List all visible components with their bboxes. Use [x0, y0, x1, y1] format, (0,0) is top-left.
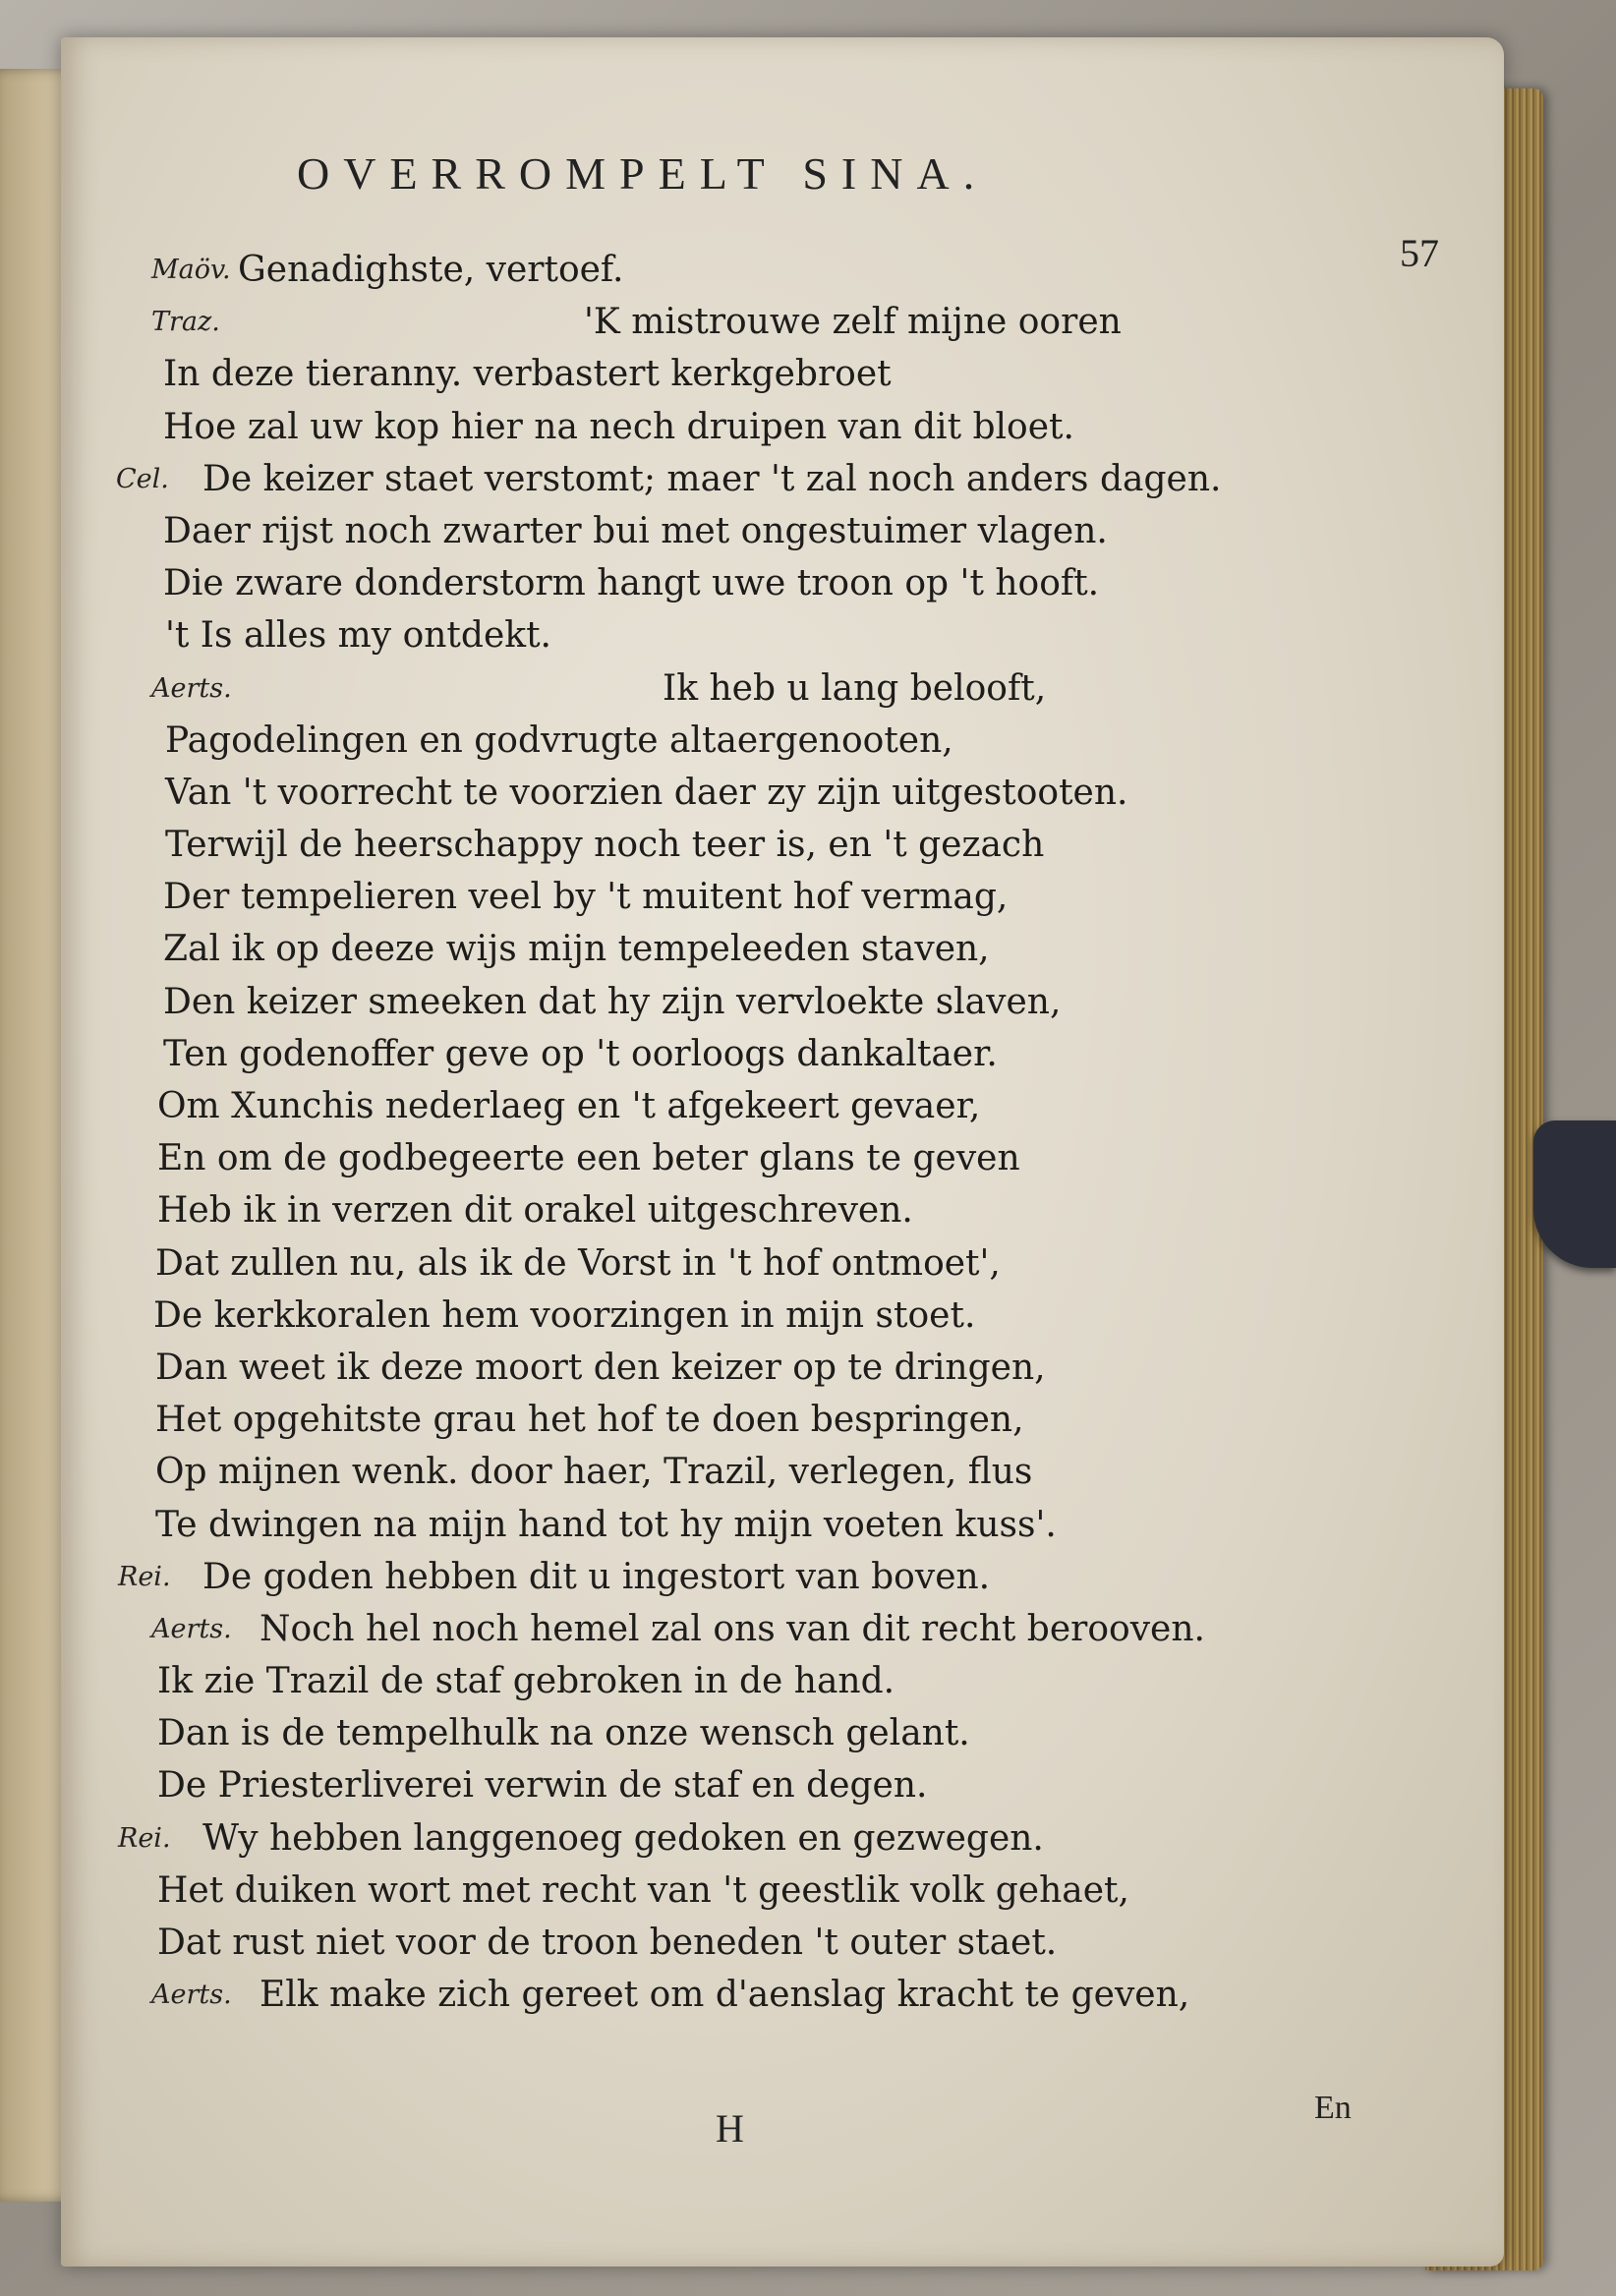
verse-line: [151, 1080, 1459, 1132]
verse-text: Noch hel noch hemel zal ons van dit recht berooven.: [260, 1608, 1205, 1649]
verse-text: Wy hebben langgenoeg gedoken en gezwegen.: [202, 1817, 1044, 1859]
verse-line: [151, 244, 1459, 296]
verse-text: En om de godbegeerte een beter glans te geven: [157, 1138, 1020, 1179]
verse-line: [151, 871, 1459, 923]
verse-text: Dan is de tempelhulk na onze wensch gelant.: [157, 1713, 970, 1754]
speaker-label: Traz.: [151, 307, 220, 338]
verse-line: [151, 505, 1459, 557]
verse-text: Ik heb u lang belooft,: [663, 667, 1047, 709]
verse-text: Om Xunchis nederlaeg en 't afgekeert gevaer,: [157, 1086, 981, 1126]
verse-text: Zal ik op deeze wijs mijn tempeleeden staven,: [163, 929, 990, 970]
speaker-label: Maöv.: [151, 255, 231, 285]
verse-text: Op mijnen wenk. door haer, Trazil, verlegen, flus: [155, 1452, 1033, 1493]
verse-line: [151, 1446, 1459, 1498]
verse-text-block: [116, 244, 1459, 2021]
speaker-label: Aerts.: [151, 672, 232, 704]
speaker-label: Aerts.: [151, 1980, 232, 2011]
verse-line: [151, 1499, 1459, 1551]
speaker-label: Cel.: [116, 463, 169, 494]
speaker-label: Rei.: [118, 1822, 171, 1854]
verse-line: [151, 609, 1459, 661]
verse-line: [151, 1290, 1459, 1342]
verse-line: [151, 1759, 1459, 1811]
verse-text: Genadighste, vertoef.: [238, 250, 624, 290]
verse-line: [151, 1603, 1459, 1655]
verse-line: [151, 1237, 1459, 1290]
verse-line: [151, 1707, 1459, 1759]
verse-line: [116, 453, 1459, 505]
verse-text: 'K mistrouwe zelf mijne ooren: [584, 302, 1122, 343]
verse-line: [151, 1865, 1459, 1917]
verse-text: Het opgehitste grau het hof te doen bespringen,: [155, 1400, 1024, 1441]
verse-line: [151, 348, 1459, 400]
verse-text: 't Is alles my ontdekt.: [165, 615, 551, 657]
verse-line: [151, 976, 1459, 1028]
verse-line: [151, 296, 1459, 348]
running-header: OVERROMPELT SINA.: [297, 148, 989, 199]
verse-text: Der tempelieren veel by 't muitent hof vermag,: [163, 877, 1009, 918]
catchword: En: [1314, 2090, 1352, 2126]
verse-line: [151, 557, 1459, 609]
verse-text: Dat zullen nu, als ik de Vorst in 't hof ontmoet',: [155, 1242, 1001, 1284]
signature-mark: H: [716, 2106, 744, 2151]
verse-text: Heb ik in verzen dit orakel uitgeschreven.: [157, 1190, 913, 1232]
verse-text: Hoe zal uw kop hier na nech druipen van dit bloet.: [163, 406, 1074, 447]
verse-text: Van 't voorrecht te voorzien daer zy zijn uitgestooten.: [165, 772, 1128, 813]
verse-text: Dat rust niet voor de troon beneden 't outer staet.: [157, 1923, 1058, 1963]
verse-line: [151, 401, 1459, 453]
verse-line: [151, 1394, 1459, 1446]
page-number: 57: [1400, 231, 1439, 275]
verse-line: [118, 1551, 1459, 1603]
verse-line: [151, 1132, 1459, 1184]
verse-text: Ten godenoffer geve op 't oorloogs dankaltaer.: [163, 1033, 998, 1074]
verse-line: [151, 715, 1459, 767]
verse-line: [151, 1655, 1459, 1707]
verse-text: Te dwingen na mijn hand tot hy mijn voeten kuss'.: [155, 1504, 1057, 1545]
verse-line: [151, 1184, 1459, 1236]
verse-text: Den keizer smeeken dat hy zijn vervloekte slaven,: [163, 981, 1062, 1022]
verse-text: Pagodelingen en godvrugte altaergenooten,: [165, 719, 953, 761]
verse-line: [151, 1342, 1459, 1394]
verse-text: Terwijl de heerschappy noch teer is, en 't gezach: [165, 825, 1045, 866]
verse-line: [151, 1028, 1459, 1080]
verse-text: Die zware donderstorm hangt uwe troon op 't hooft.: [163, 563, 1100, 604]
verse-text: Dan weet ik deze moort den keizer op te dringen,: [155, 1347, 1046, 1388]
verse-text: Het duiken wort met recht van 't geestlik volk gehaet,: [157, 1869, 1129, 1911]
verse-line: [151, 662, 1459, 715]
verse-text: De kerkkoralen hem voorzingen in mijn stoet.: [153, 1294, 976, 1336]
verse-line: [118, 1812, 1459, 1865]
speaker-label: Aerts.: [151, 1613, 232, 1644]
verse-text: De goden hebben dit u ingestort van boven.: [202, 1556, 991, 1597]
verse-text: De Priesterliverei verwin de staf en degen.: [157, 1765, 928, 1807]
verse-line: [151, 1917, 1459, 1969]
verse-text: Elk make zich gereet om d'aenslag kracht te geven,: [260, 1975, 1190, 2016]
verse-line: [151, 819, 1459, 871]
verse-line: [151, 767, 1459, 819]
verse-text: De keizer staet verstomt; maer 't zal noch anders dagen.: [202, 458, 1222, 499]
speaker-label: Rei.: [118, 1561, 171, 1592]
verse-line: [151, 1969, 1459, 2021]
book-page: [61, 37, 1504, 2267]
verse-text: In deze tieranny. verbastert kerkgebroet: [163, 354, 892, 395]
bookmark-ribbon: [1533, 1120, 1616, 1268]
verse-line: [151, 923, 1459, 975]
verse-text: Ik zie Trazil de staf gebroken in de hand.: [157, 1661, 895, 1702]
verse-text: Daer rijst noch zwarter bui met ongestuimer vlagen.: [163, 510, 1108, 551]
